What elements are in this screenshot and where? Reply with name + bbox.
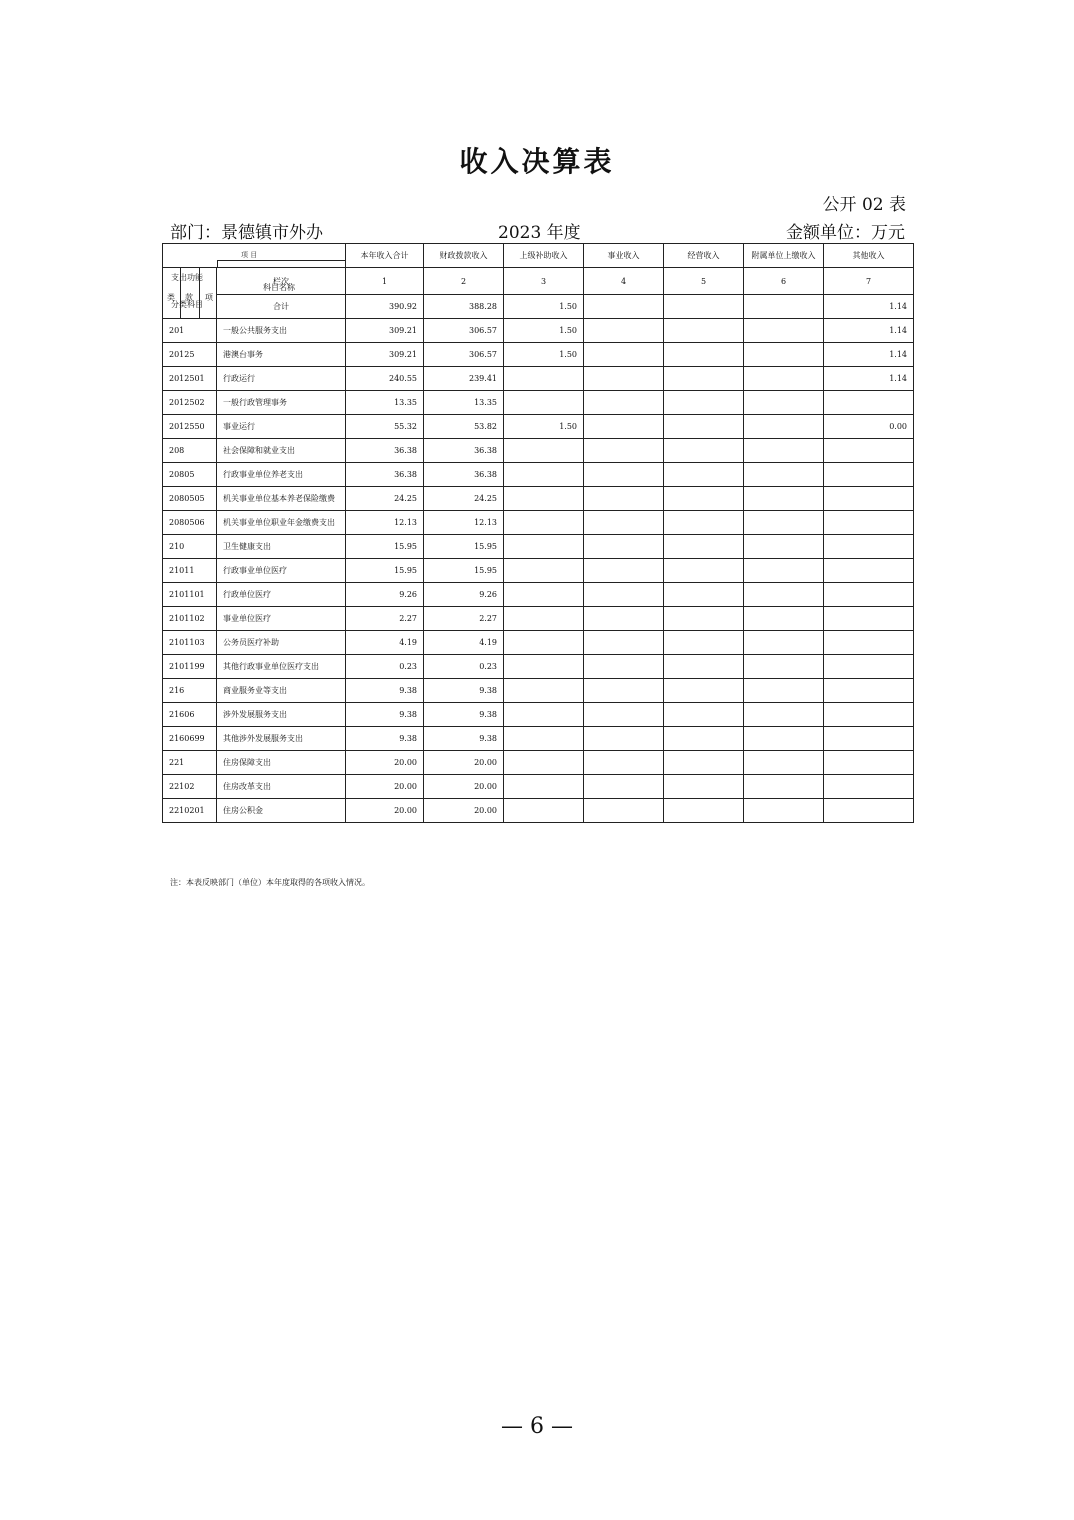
subject-code: 21606 xyxy=(163,703,217,727)
amount-cell: 36.38 xyxy=(346,439,424,463)
amount-cell: 239.41 xyxy=(424,367,504,391)
amount-cell xyxy=(664,727,744,751)
amount-cell xyxy=(744,439,824,463)
func-category-label-2: 分类科目 xyxy=(171,300,203,309)
amount-cell: 306.57 xyxy=(424,319,504,343)
page-number: — 6 — xyxy=(501,1414,573,1439)
amount-cell: 24.25 xyxy=(424,487,504,511)
subject-code: 2080506 xyxy=(163,511,217,535)
index-cell: 5 xyxy=(664,268,744,295)
subject-code: 2012550 xyxy=(163,415,217,439)
amount-cell xyxy=(744,559,824,583)
amount-cell xyxy=(504,487,584,511)
amount-cell xyxy=(744,583,824,607)
amount-cell xyxy=(664,439,744,463)
amount-cell xyxy=(824,703,914,727)
col-header-operating: 经营收入 xyxy=(664,244,744,268)
amount-cell: 24.25 xyxy=(346,487,424,511)
amount-cell xyxy=(824,391,914,415)
amount-cell xyxy=(664,631,744,655)
total-cell: 390.92 xyxy=(346,295,424,319)
amount-cell xyxy=(504,703,584,727)
amount-cell xyxy=(664,463,744,487)
subject-code: 2080505 xyxy=(163,487,217,511)
total-cell xyxy=(584,295,664,319)
subject-name-header: 科目名称 xyxy=(263,283,295,292)
amount-cell xyxy=(664,655,744,679)
table-row xyxy=(163,727,914,751)
total-row xyxy=(163,295,914,319)
amount-cell xyxy=(504,727,584,751)
amount-cell xyxy=(504,511,584,535)
amount-cell xyxy=(504,679,584,703)
subject-name: 商业服务业等支出 xyxy=(217,679,346,703)
subject-name: 一般公共服务支出 xyxy=(217,319,346,343)
amount-unit: 金额单位：万元 xyxy=(786,223,905,243)
col-header-other: 其他收入 xyxy=(824,244,914,268)
amount-cell: 9.38 xyxy=(424,703,504,727)
amount-cell xyxy=(584,631,664,655)
amount-cell: 15.95 xyxy=(346,559,424,583)
amount-cell: 309.21 xyxy=(346,343,424,367)
subject-name: 行政运行 xyxy=(217,367,346,391)
subject-name: 住房保障支出 xyxy=(217,751,346,775)
amount-cell xyxy=(744,727,824,751)
amount-cell xyxy=(584,439,664,463)
header-row xyxy=(163,244,914,268)
amount-cell xyxy=(664,343,744,367)
amount-cell xyxy=(664,391,744,415)
amount-cell xyxy=(584,775,664,799)
amount-cell xyxy=(744,631,824,655)
amount-cell xyxy=(664,679,744,703)
amount-cell: 0.23 xyxy=(424,655,504,679)
table-row xyxy=(163,655,914,679)
amount-cell xyxy=(504,367,584,391)
amount-cell: 36.38 xyxy=(424,463,504,487)
amount-cell xyxy=(504,463,584,487)
index-cell: 1 xyxy=(346,268,424,295)
subject-code: 21011 xyxy=(163,559,217,583)
amount-cell: 4.19 xyxy=(424,631,504,655)
page-title: 收入决算表 xyxy=(459,145,615,178)
amount-cell xyxy=(664,415,744,439)
amount-cell xyxy=(744,799,824,823)
amount-cell xyxy=(584,679,664,703)
total-cell xyxy=(664,295,744,319)
amount-cell xyxy=(504,751,584,775)
amount-cell xyxy=(744,391,824,415)
amount-cell: 15.95 xyxy=(424,559,504,583)
table-row xyxy=(163,583,914,607)
amount-cell xyxy=(504,655,584,679)
subject-code: 216 xyxy=(163,679,217,703)
amount-cell xyxy=(824,583,914,607)
amount-cell xyxy=(664,799,744,823)
subject-code: 221 xyxy=(163,751,217,775)
amount-cell xyxy=(664,559,744,583)
amount-cell: 20.00 xyxy=(424,799,504,823)
subject-code: 2101199 xyxy=(163,655,217,679)
subject-name: 其他行政事业单位医疗支出 xyxy=(217,655,346,679)
index-cell: 4 xyxy=(584,268,664,295)
subject-code: 208 xyxy=(163,439,217,463)
amount-cell: 0.23 xyxy=(346,655,424,679)
form-number: 公开 02 表 xyxy=(822,195,906,215)
amount-cell xyxy=(664,607,744,631)
table-row xyxy=(163,511,914,535)
amount-cell: 1.50 xyxy=(504,415,584,439)
subject-code: 2101101 xyxy=(163,583,217,607)
amount-cell: 2.27 xyxy=(346,607,424,631)
amount-cell: 20.00 xyxy=(424,775,504,799)
amount-cell xyxy=(504,799,584,823)
subject-name: 机关事业单位职业年金缴费支出 xyxy=(217,511,346,535)
amount-cell xyxy=(744,703,824,727)
kuan-label: 款 xyxy=(185,293,193,302)
subject-name: 行政事业单位养老支出 xyxy=(217,463,346,487)
subject-name: 卫生健康支出 xyxy=(217,535,346,559)
col-header-affiliated: 附属单位上缴收入 xyxy=(744,244,824,268)
table-row xyxy=(163,559,914,583)
table-row xyxy=(163,439,914,463)
amount-cell xyxy=(744,319,824,343)
subject-name: 涉外发展服务支出 xyxy=(217,703,346,727)
amount-cell: 15.95 xyxy=(346,535,424,559)
amount-cell: 15.95 xyxy=(424,535,504,559)
table-row xyxy=(163,463,914,487)
func-category-label-1: 支出功能 xyxy=(171,273,203,282)
table-row xyxy=(163,391,914,415)
amount-cell xyxy=(664,367,744,391)
amount-cell xyxy=(824,559,914,583)
amount-cell xyxy=(504,391,584,415)
amount-cell xyxy=(584,511,664,535)
amount-cell xyxy=(824,535,914,559)
index-cell: 6 xyxy=(744,268,824,295)
amount-cell xyxy=(664,703,744,727)
table-row xyxy=(163,367,914,391)
amount-cell xyxy=(664,583,744,607)
amount-cell: 1.50 xyxy=(504,343,584,367)
table-row xyxy=(163,631,914,655)
amount-cell xyxy=(584,607,664,631)
row-col-label: 栏次 xyxy=(217,268,346,295)
amount-cell xyxy=(584,559,664,583)
amount-cell xyxy=(744,367,824,391)
subject-name: 行政事业单位医疗 xyxy=(217,559,346,583)
index-cell: 3 xyxy=(504,268,584,295)
total-cell: 1.14 xyxy=(824,295,914,319)
amount-cell xyxy=(824,487,914,511)
amount-cell: 9.38 xyxy=(346,679,424,703)
amount-cell xyxy=(504,583,584,607)
subject-code: 22102 xyxy=(163,775,217,799)
amount-cell xyxy=(504,439,584,463)
subject-name: 港澳台事务 xyxy=(217,343,346,367)
amount-cell xyxy=(584,343,664,367)
amount-cell xyxy=(744,463,824,487)
amount-cell xyxy=(664,511,744,535)
index-cell: 2 xyxy=(424,268,504,295)
amount-cell xyxy=(824,439,914,463)
amount-cell: 306.57 xyxy=(424,343,504,367)
table-row xyxy=(163,607,914,631)
amount-cell xyxy=(824,751,914,775)
amount-cell xyxy=(504,631,584,655)
amount-cell xyxy=(584,415,664,439)
subject-code: 20125 xyxy=(163,343,217,367)
amount-cell xyxy=(824,655,914,679)
amount-cell: 9.38 xyxy=(424,727,504,751)
subject-name: 事业运行 xyxy=(217,415,346,439)
subject-code: 2101102 xyxy=(163,607,217,631)
amount-cell: 0.00 xyxy=(824,415,914,439)
amount-cell xyxy=(664,319,744,343)
col-header-superior: 上级补助收入 xyxy=(504,244,584,268)
amount-cell xyxy=(744,535,824,559)
subject-name: 社会保障和就业支出 xyxy=(217,439,346,463)
amount-cell: 20.00 xyxy=(346,775,424,799)
table-row xyxy=(163,799,914,823)
amount-cell: 1.14 xyxy=(824,319,914,343)
amount-cell xyxy=(584,367,664,391)
amount-cell: 9.26 xyxy=(346,583,424,607)
amount-cell: 36.38 xyxy=(346,463,424,487)
amount-cell xyxy=(664,535,744,559)
amount-cell xyxy=(584,751,664,775)
amount-cell xyxy=(824,679,914,703)
subject-name: 一般行政管理事务 xyxy=(217,391,346,415)
subject-code: 2101103 xyxy=(163,631,217,655)
amount-cell: 4.19 xyxy=(346,631,424,655)
col-header-fiscal: 财政拨款收入 xyxy=(424,244,504,268)
department-label: 部门：景德镇市外办 xyxy=(170,223,323,243)
amount-cell xyxy=(584,319,664,343)
amount-cell: 309.21 xyxy=(346,319,424,343)
amount-cell: 13.35 xyxy=(424,391,504,415)
amount-cell xyxy=(584,703,664,727)
amount-cell xyxy=(744,679,824,703)
xiang-label: 项 xyxy=(205,293,213,302)
amount-cell xyxy=(584,391,664,415)
amount-cell xyxy=(664,775,744,799)
amount-cell: 2.27 xyxy=(424,607,504,631)
table-row xyxy=(163,487,914,511)
subject-code: 2160699 xyxy=(163,727,217,751)
amount-cell xyxy=(504,559,584,583)
table-row xyxy=(163,751,914,775)
table-row xyxy=(163,775,914,799)
subject-code: 201 xyxy=(163,319,217,343)
amount-cell xyxy=(584,727,664,751)
subject-name: 机关事业单位基本养老保险缴费 xyxy=(217,487,346,511)
amount-cell xyxy=(744,607,824,631)
amount-cell xyxy=(824,799,914,823)
amount-cell: 12.13 xyxy=(346,511,424,535)
lei-label: 类 xyxy=(167,293,175,302)
subject-code: 2012502 xyxy=(163,391,217,415)
amount-cell xyxy=(824,463,914,487)
amount-cell: 9.38 xyxy=(424,679,504,703)
subject-code: 2210201 xyxy=(163,799,217,823)
amount-cell: 1.14 xyxy=(824,367,914,391)
amount-cell: 13.35 xyxy=(346,391,424,415)
subject-code: 20805 xyxy=(163,463,217,487)
table-row xyxy=(163,415,914,439)
meta-line xyxy=(170,218,905,242)
amount-cell xyxy=(744,511,824,535)
amount-cell xyxy=(664,751,744,775)
amount-cell xyxy=(584,655,664,679)
amount-cell: 9.26 xyxy=(424,583,504,607)
amount-cell: 53.82 xyxy=(424,415,504,439)
amount-cell: 1.50 xyxy=(504,319,584,343)
amount-cell: 1.14 xyxy=(824,343,914,367)
table-row xyxy=(163,319,914,343)
subject-code: 2012501 xyxy=(163,367,217,391)
amount-cell: 12.13 xyxy=(424,511,504,535)
col-header-business: 事业收入 xyxy=(584,244,664,268)
amount-cell: 20.00 xyxy=(424,751,504,775)
amount-cell xyxy=(744,775,824,799)
subject-name: 住房公积金 xyxy=(217,799,346,823)
income-table xyxy=(162,243,914,823)
amount-cell: 9.38 xyxy=(346,727,424,751)
amount-cell xyxy=(824,607,914,631)
project-label: 项 目 xyxy=(241,251,258,259)
amount-cell xyxy=(744,343,824,367)
amount-cell xyxy=(744,751,824,775)
total-label: 合计 xyxy=(217,295,346,319)
subject-name: 其他涉外发展服务支出 xyxy=(217,727,346,751)
amount-cell xyxy=(584,799,664,823)
amount-cell xyxy=(744,487,824,511)
subject-name: 公务员医疗补助 xyxy=(217,631,346,655)
total-cell: 1.50 xyxy=(504,295,584,319)
amount-cell xyxy=(584,583,664,607)
amount-cell xyxy=(504,775,584,799)
amount-cell: 9.38 xyxy=(346,703,424,727)
table-row xyxy=(163,343,914,367)
amount-cell: 55.32 xyxy=(346,415,424,439)
amount-cell xyxy=(504,607,584,631)
category-level-box xyxy=(163,268,217,319)
table-row xyxy=(163,703,914,727)
table-row xyxy=(163,535,914,559)
total-cell xyxy=(744,295,824,319)
amount-cell xyxy=(744,655,824,679)
amount-cell: 36.38 xyxy=(424,439,504,463)
amount-cell xyxy=(824,775,914,799)
fiscal-year: 2023 年度 xyxy=(498,223,581,243)
amount-cell xyxy=(824,511,914,535)
subject-code: 210 xyxy=(163,535,217,559)
amount-cell: 240.55 xyxy=(346,367,424,391)
table-note: 注：本表反映部门（单位）本年度取得的各项收入情况。 xyxy=(170,878,370,887)
amount-cell xyxy=(824,631,914,655)
amount-cell xyxy=(824,727,914,751)
amount-cell xyxy=(584,535,664,559)
amount-cell xyxy=(664,487,744,511)
amount-cell xyxy=(584,487,664,511)
amount-cell: 20.00 xyxy=(346,799,424,823)
subject-name: 事业单位医疗 xyxy=(217,607,346,631)
total-cell: 388.28 xyxy=(424,295,504,319)
index-cell: 7 xyxy=(824,268,914,295)
amount-cell xyxy=(504,535,584,559)
table-row xyxy=(163,679,914,703)
amount-cell: 20.00 xyxy=(346,751,424,775)
amount-cell xyxy=(744,415,824,439)
col-header-total: 本年收入合计 xyxy=(346,244,424,268)
subject-name: 行政单位医疗 xyxy=(217,583,346,607)
subject-name: 住房改革支出 xyxy=(217,775,346,799)
amount-cell xyxy=(584,463,664,487)
